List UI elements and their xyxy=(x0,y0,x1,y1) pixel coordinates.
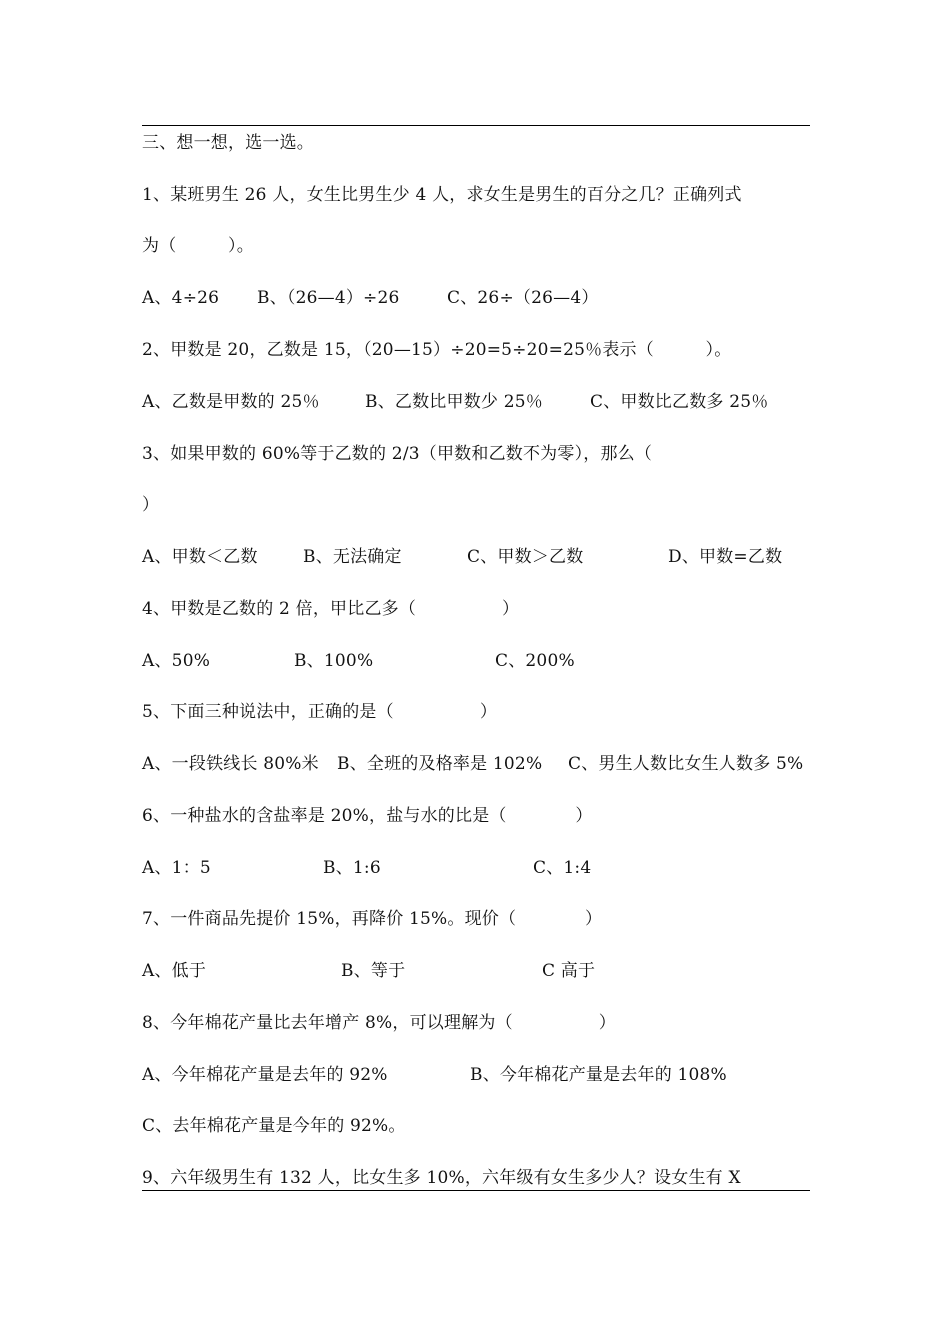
question-8-option-c: C、去年棉花产量是今年的 92%。 xyxy=(142,1116,406,1136)
question-8-option-a: A、今年棉花产量是去年的 92% xyxy=(142,1065,388,1085)
question-7-option-a: A、低于 xyxy=(142,961,207,981)
question-6-stem: 6、一种盐水的含盐率是 20%，盐与水的比是（ ） xyxy=(142,806,593,826)
question-3-stem-line-2: ） xyxy=(142,495,160,515)
question-5-stem: 5、下面三种说法中，正确的是（ ） xyxy=(142,702,498,722)
question-8-stem: 8、今年棉花产量比去年增产 8%，可以理解为（ ） xyxy=(142,1013,616,1033)
question-2-stem: 2、甲数是 20，乙数是 15，（20—15）÷20=5÷20=25％表示（ ）。 xyxy=(142,340,732,360)
question-3-stem-line-1: 3、如果甲数的 60%等于乙数的 2/3（甲数和乙数不为零），那么（ xyxy=(142,444,653,464)
section-title: 三、想一想，选一选。 xyxy=(142,133,314,153)
question-1-option-a: A、4÷26 xyxy=(142,288,220,308)
question-3-option-a: A、甲数＜乙数 xyxy=(142,547,258,567)
question-3-option-c: C、甲数＞乙数 xyxy=(467,547,584,567)
question-5-option-b: B、全班的及格率是 102% xyxy=(337,754,543,774)
question-6-option-a: A、1：5 xyxy=(142,858,211,878)
footer-rule xyxy=(142,1190,810,1191)
header-rule xyxy=(142,125,810,126)
question-7-option-c: C 高于 xyxy=(542,961,596,981)
question-1-stem-line-2: 为（ ）。 xyxy=(142,236,254,256)
question-4-option-b: B、100% xyxy=(294,651,374,671)
question-2-option-a: A、乙数是甲数的 25％ xyxy=(142,392,320,412)
question-7-option-b: B、等于 xyxy=(341,961,406,981)
question-8-option-b: B、今年棉花产量是去年的 108% xyxy=(470,1065,727,1085)
question-7-stem: 7、一件商品先提价 15%，再降价 15%。现价（ ） xyxy=(142,909,603,929)
question-1-option-b: B、（26—4）÷26 xyxy=(257,288,400,308)
question-1-option-c: C、26÷（26—4） xyxy=(447,288,599,308)
question-2-option-b: B、乙数比甲数少 25％ xyxy=(365,392,543,412)
question-6-option-c: C、1:4 xyxy=(533,858,592,878)
question-9-stem: 9、六年级男生有 132 人，比女生多 10%，六年级有女生多少人？设女生有 X xyxy=(142,1168,741,1188)
question-3-option-d: D、甲数=乙数 xyxy=(668,547,783,567)
question-1-stem-line-1: 1、某班男生 26 人，女生比男生少 4 人，求女生是男生的百分之几？正确列式 xyxy=(142,185,742,205)
question-6-option-b: B、1:6 xyxy=(323,858,381,878)
question-3-option-b: B、无法确定 xyxy=(303,547,402,567)
question-2-option-c: C、甲数比乙数多 25％ xyxy=(590,392,769,412)
question-4-stem: 4、甲数是乙数的 2 倍，甲比乙多（ ） xyxy=(142,599,520,619)
question-4-option-a: A、50% xyxy=(142,651,211,671)
question-5-option-c: C、男生人数比女生人数多 5% xyxy=(568,754,804,774)
question-5-option-a: A、一段铁线长 80%米 xyxy=(142,754,319,774)
question-4-option-c: C、200% xyxy=(495,651,575,671)
